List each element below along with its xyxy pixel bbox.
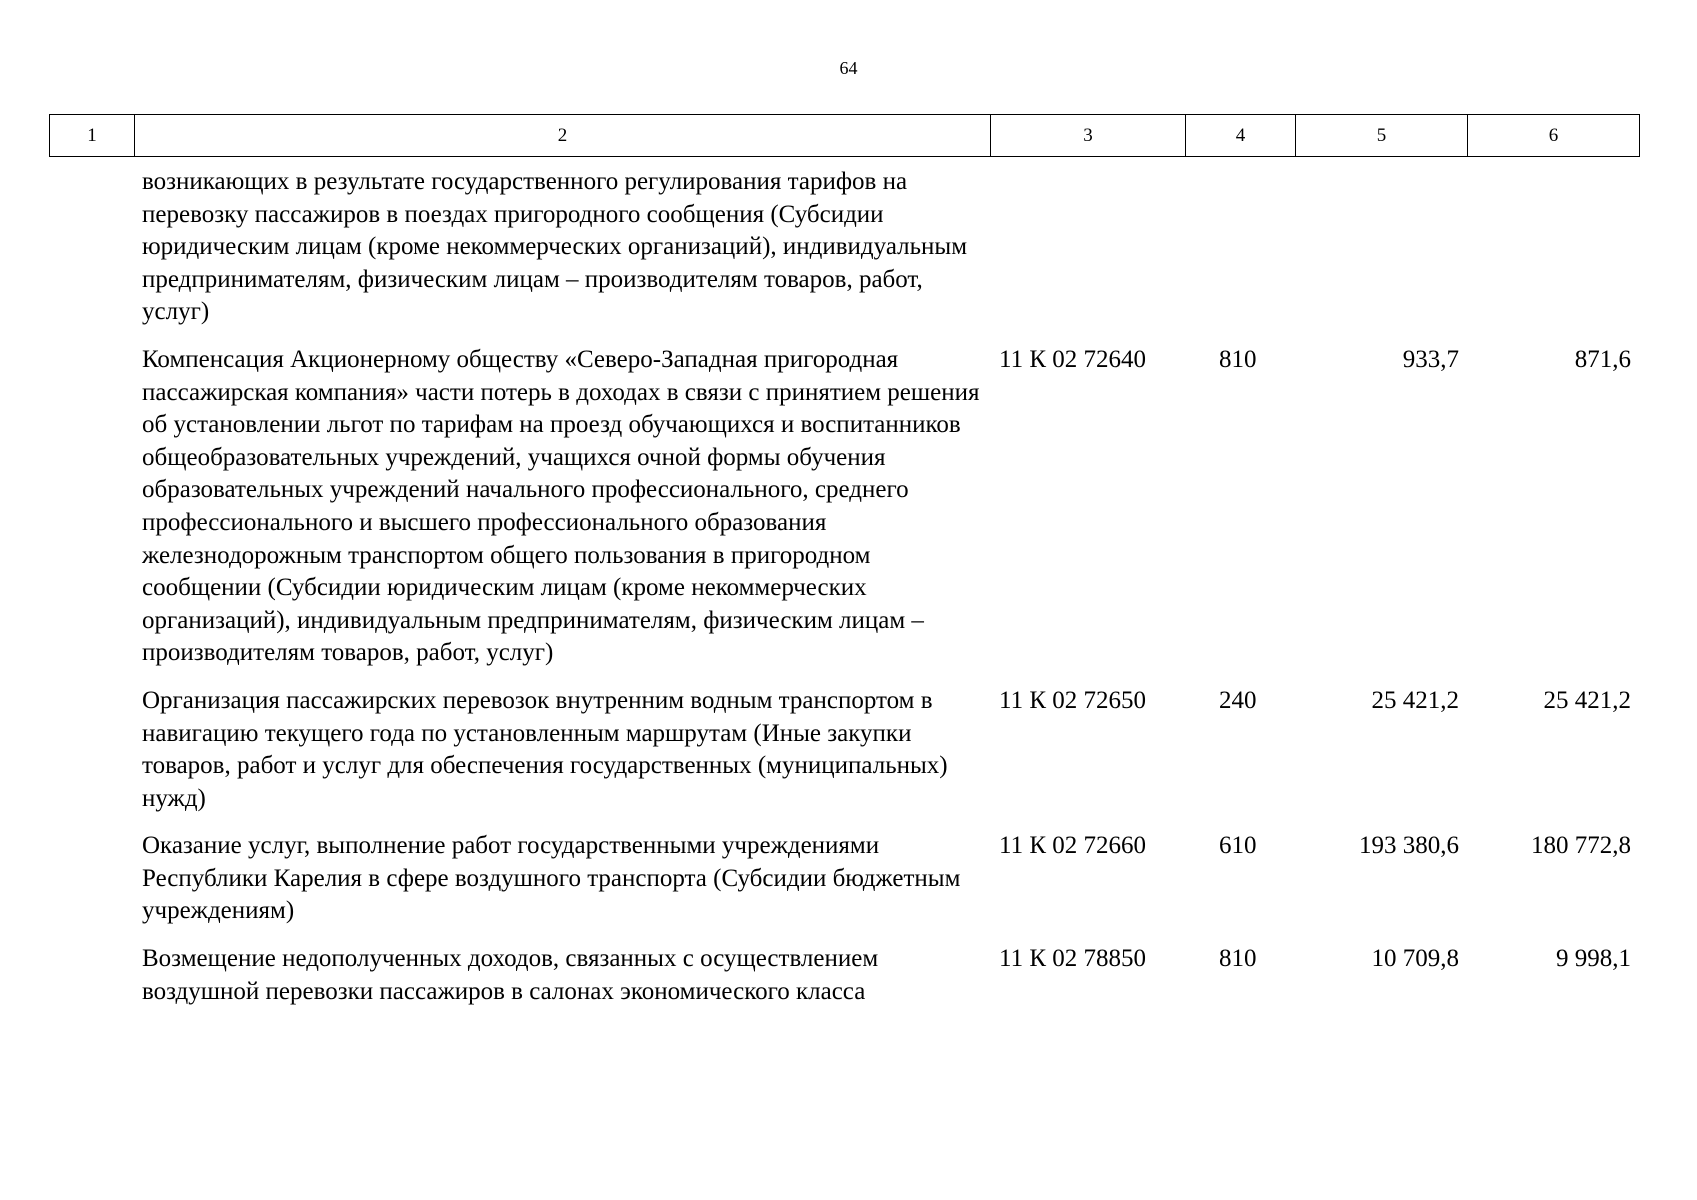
table-row <box>49 943 1639 1023</box>
column-header-1: 1 <box>50 115 135 157</box>
table-row <box>49 685 1639 830</box>
column-header-row <box>50 115 1640 157</box>
column-header-6: 6 <box>1468 115 1640 157</box>
row-expense-type: 810 <box>1219 945 1257 973</box>
table-row <box>49 830 1639 943</box>
table-row <box>49 344 1639 685</box>
column-header-4: 4 <box>1186 115 1296 157</box>
row-amount-col6: 9 998,1 <box>1556 945 1631 973</box>
row-expense-type: 610 <box>1219 832 1257 860</box>
row-target-code: 11 К 02 72640 <box>999 345 1146 373</box>
row-amount-col6: 871,6 <box>1574 345 1631 373</box>
row-description: Оказание услуг, выполнение работ государственными учреждениями Республики Карелия в сфере воздушного транспорта (Субсидии бюджетным учреждениям) <box>142 832 961 925</box>
row-description: Компенсация Акционерному обществу «Северо-Западная пригородная пассажирская компания» части потерь в доходах в связи с принятием решения об установлении льгот по тарифам на проезд обучающихся и воспитанников общеобразовательных учреждений, учащихся очной формы обучения образовательных учреждений начального профессионального, среднего профессионального и высшего профессионального образования железнодорожным транспортом общего пользования в пригородном сообщении (Субсидии юридическим лицам (кроме некоммерческих организаций), индивидуальным предпринимателям, физическим лицам – производителям товаров, работ, услуг) <box>142 345 980 667</box>
row-expense-type: 810 <box>1219 345 1257 373</box>
row-expense-type <box>1185 166 1295 344</box>
row-amount-col6: 25 421,2 <box>1543 686 1631 714</box>
column-header-table <box>49 114 1640 157</box>
row-target-code <box>990 166 1185 344</box>
row-target-code: 11 К 02 78850 <box>999 945 1146 973</box>
row-amount-col5 <box>1295 166 1467 344</box>
row-description: Возмещение недополученных доходов, связанных с осуществлением воздушной перевозки пассажиров в салонах экономического класса <box>142 945 879 1005</box>
row-target-code: 11 К 02 72650 <box>999 686 1146 714</box>
row-expense-type: 240 <box>1219 686 1257 714</box>
row-description: возникающих в результате государственного регулирования тарифов на перевозку пассажиров в поездах пригородного сообщения (Субсидии юридическим лицам (кроме некоммерческих организаций), индивидуальным предпринимателям, физическим лицам – производителям товаров, работ, услуг) <box>142 168 968 326</box>
row-target-code: 11 К 02 72660 <box>999 832 1146 860</box>
row-amount-col5: 193 380,6 <box>1359 832 1459 860</box>
row-amount-col5: 25 421,2 <box>1371 686 1459 714</box>
column-header-5: 5 <box>1296 115 1468 157</box>
row-description: Организация пассажирских перевозок внутренним водным транспортом в навигацию текущего года по установленным маршрутам (Иные закупки товаров, работ и услуг для обеспечения государственных (муниципальных) нужд) <box>142 686 948 812</box>
row-amount-col6 <box>1467 166 1639 344</box>
table-row <box>49 166 1639 344</box>
row-amount-col5: 10 709,8 <box>1371 945 1459 973</box>
row-amount-col5: 933,7 <box>1402 345 1459 373</box>
column-header-2: 2 <box>135 115 991 157</box>
budget-table-body <box>49 166 1639 1023</box>
page-number: 64 <box>839 58 858 78</box>
row-amount-col6: 180 772,8 <box>1531 832 1631 860</box>
column-header-3: 3 <box>991 115 1186 157</box>
